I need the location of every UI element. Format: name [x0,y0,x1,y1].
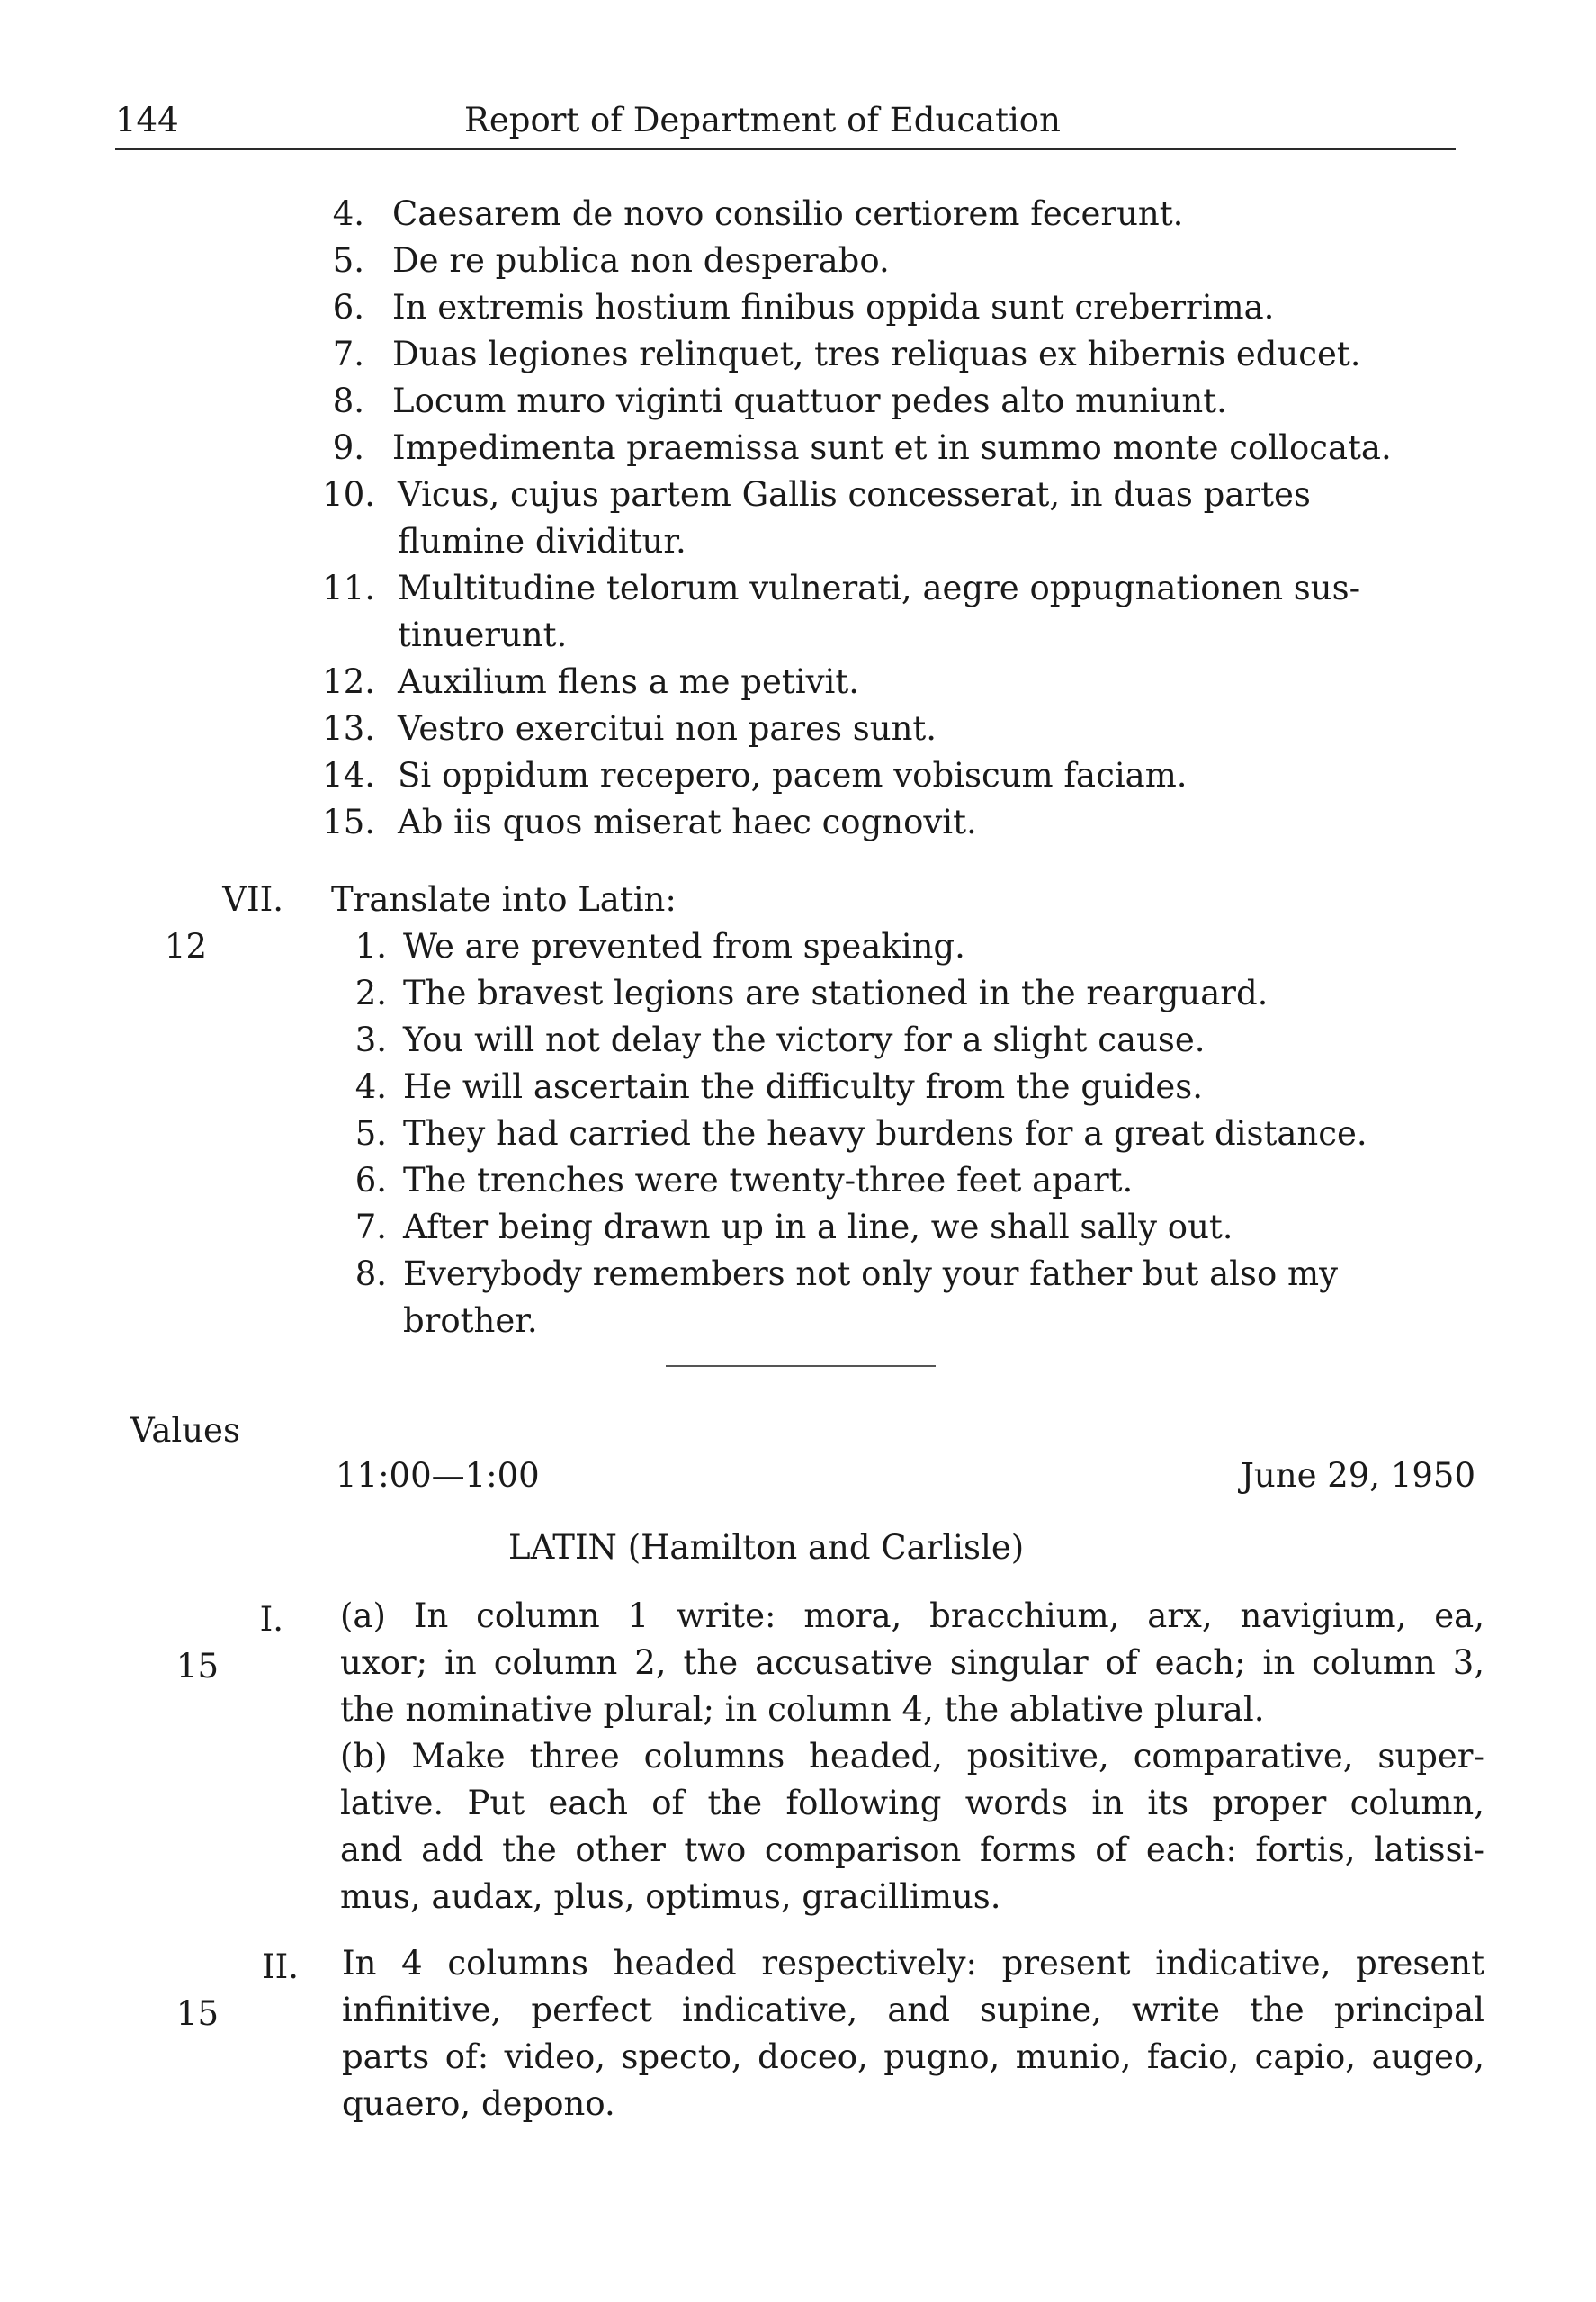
list-item-number: 2. [354,974,387,1012]
list-item-number: 9. [332,428,364,467]
section-value: 15 [175,1994,219,2033]
section-numeral: I. [259,1600,283,1639]
list-item-text: The bravest legions are stationed in the rearguard. [403,974,1269,1012]
list-item-text: Locum muro viginti quattuor pedes alto muniunt. [392,382,1227,420]
list-item-number: 1. [354,927,387,966]
section-numeral: VII. [222,880,283,919]
list-item-text: Impedimenta praemissa sunt et in summo monte collocata. [392,428,1392,467]
list-item-number: 5. [354,1114,387,1153]
text-line: lative. Put each of the following words in its proper column, [340,1784,1484,1822]
text-line: In 4 columns headed respectively: present indicative, present [342,1944,1484,1983]
section-separator [666,1365,936,1367]
section-value: 12 [164,927,207,966]
text-line: uxor; in column 2, the accusative singular of each; in column 3, [340,1643,1484,1682]
list-item-text: Vestro exercitui non pares sunt. [398,709,937,748]
list-item-number: 7. [332,335,364,373]
section-ii-text [342,1940,1484,2127]
section-numeral: II. [262,1947,299,1986]
list-item-number: 14. [322,756,375,795]
list-item-number: 4. [354,1067,387,1106]
list-item-number: 10. [322,475,375,514]
section-heading: Translate into Latin: [331,880,677,919]
list-item-text: Ab iis quos miserat haec cognovit. [398,803,977,841]
list-item-number: 8. [354,1254,387,1293]
list-item-text: De re publica non desperabo. [392,241,890,280]
list-item-text: tinuerunt. [398,616,568,654]
list-item-number: 12. [322,662,375,701]
list-item-text: Everybody remembers not only your father but also my [403,1254,1339,1293]
list-item-number: 6. [354,1161,387,1200]
list-item-number: 8. [332,382,364,420]
list-item-text: In extremis hostium finibus oppida sunt creberrima. [392,288,1275,327]
list-item-number: 13. [322,709,375,748]
exam-date: June 29, 1950 [1241,1456,1475,1495]
page-number: 144 [115,101,179,139]
text-line: parts of: video, specto, doceo, pugno, munio, facio, capio, augeo, [342,2037,1484,2076]
text-line: mus, audax, plus, optimus, gracillimus. [340,1877,1001,1916]
values-label: Values [130,1411,240,1450]
list-item-number: 6. [332,288,364,327]
list-item-number: 7. [354,1208,387,1246]
exam-time: 11:00—1:00 [336,1456,540,1495]
list-item-text: brother. [403,1301,538,1340]
list-item-text: Caesarem de novo consilio certiorem fecerunt. [392,194,1184,233]
list-item-number: 5. [332,241,364,280]
list-item-number: 3. [354,1021,387,1059]
list-item-text: Multitudine telorum vulnerati, aegre oppugnationen sus- [398,569,1361,607]
list-item-number: 11. [322,569,375,607]
list-item-text: flumine dividitur. [398,522,686,561]
text-line: infinitive, perfect indicative, and supine, write the principal [342,1991,1484,2029]
header-rule [115,148,1456,150]
list-item-text: The trenches were twenty-three feet apart. [403,1161,1134,1200]
list-item-text: Duas legiones relinquet, tres reliquas ex hibernis educet. [392,335,1361,373]
list-item-text: Auxilium flens a me petivit. [398,662,859,701]
text-line: the nominative plural; in column 4, the ablative plural. [340,1690,1265,1729]
text-line: quaero, depono. [342,2084,615,2123]
text-line: and add the other two comparison forms of each: fortis, latissi- [340,1830,1484,1869]
exam-title: LATIN (Hamilton and Carlisle) [508,1528,1025,1567]
section-i-text [340,1593,1484,1920]
text-line: (a) In column 1 write: mora, bracchium, arx, navigium, ea, [340,1596,1484,1635]
list-item-text: You will not delay the victory for a slight cause. [403,1021,1206,1059]
running-title: Report of Department of Education [464,101,1061,139]
text-line: (b) Make three columns headed, positive, comparative, super- [340,1737,1484,1776]
list-item-text: Vicus, cujus partem Gallis concesserat, in duas partes [398,475,1311,514]
list-item-text: They had carried the heavy burdens for a great distance. [403,1114,1367,1153]
list-item-text: We are prevented from speaking. [403,927,965,966]
section-value: 15 [175,1647,219,1686]
list-item-text: Si oppidum recepero, pacem vobiscum faciam. [398,756,1188,795]
list-item-number: 15. [322,803,375,841]
list-item-text: He will ascertain the difficulty from the guides. [403,1067,1204,1106]
list-item-text: After being drawn up in a line, we shall sally out. [403,1208,1233,1246]
list-item-number: 4. [332,194,364,233]
